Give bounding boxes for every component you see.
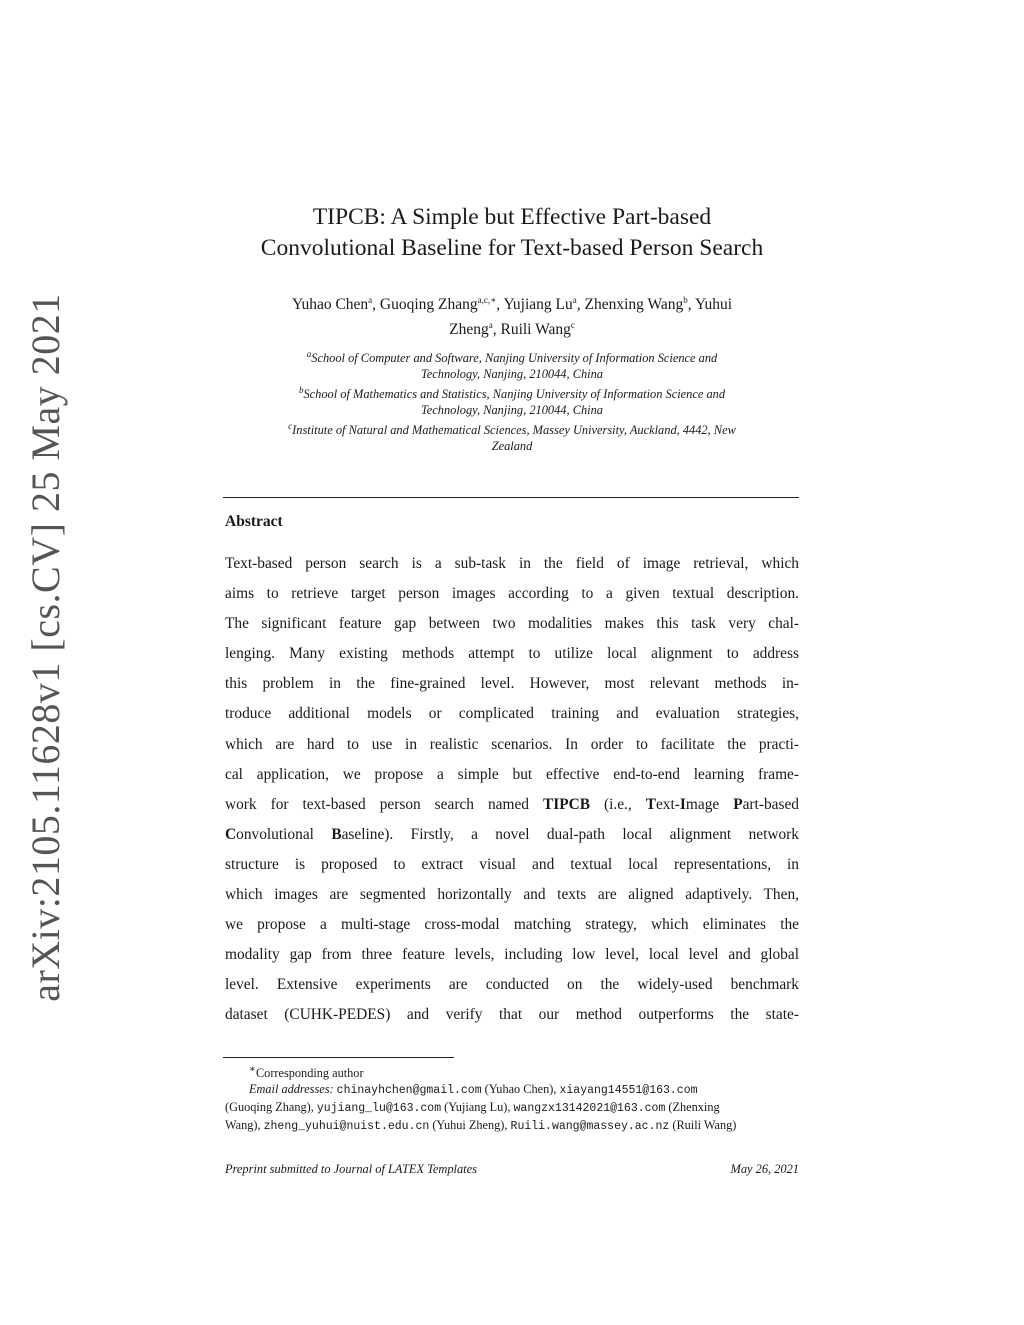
affil-mark: a [306,349,312,359]
affiliation-c-line-2: Zealand [491,439,533,454]
acronym-letter: P [733,795,743,813]
author-name: Zhenxing Wang [584,296,684,314]
arxiv-side-stamp [15,292,75,1002]
arxiv-identifier: arXiv:2105.11628v1 [cs.CV] 25 May 2021 [22,292,68,1002]
email-owner: Wang), [225,1118,264,1133]
method-name: TIPCB [542,795,590,813]
text-run: (i.e., [589,795,646,813]
abstract-heading: Abstract [225,513,283,530]
text-run: ext- [655,795,680,813]
abstract-line: we propose a multi-stage cross-modal matching strategy, which eliminates the [225,916,799,934]
abstract-line: cal application, we propose a simple but effective end-to-end learning frame- [225,765,799,783]
affiliation-text: School of Computer and Software, Nanjing University of Information Science and [311,351,718,366]
email-address[interactable]: xiayang14551@163.com [559,1084,698,1098]
abstract-line: structure is proposed to extract visual and textual local representations, in [225,855,799,873]
email-owner: (Zhenxing [665,1100,720,1115]
footnote-rule [223,1057,454,1058]
email-line-1 [225,1081,799,1099]
acronym-letter: T [645,795,656,813]
author-affil-mark: a [488,320,493,331]
footnote-mark: ∗ [249,1064,256,1075]
footnote [225,1062,799,1135]
abstract-line [225,790,799,820]
abstract-line: which images are segmented horizontally and texts are aligned adaptively. Then, [225,886,799,904]
affiliation-text: Institute of Natural and Mathematical Sciences, Massey University, Auckland, 4442, New [292,423,736,438]
affiliations [205,346,819,454]
text-run: onvolutional [236,825,332,843]
author-affil-mark: a,c,∗ [477,295,497,305]
author-affil-mark: a [572,295,577,305]
author-name: Yujiang Lu [503,296,573,314]
title-line-1: TIPCB: A Simple but Effective Part-based [312,204,712,230]
affiliation-a-line-2: Technology, Nanjing, 210044, China [421,367,603,382]
acronym-letter: I [679,795,686,813]
abstract-top-rule [223,497,799,498]
email-owner: (Ruili Wang) [669,1118,737,1133]
abstract-line: dataset (CUHK-PEDES) and verify that our method outperforms the state- [225,1006,799,1024]
affil-mark: b [298,385,304,396]
abstract-line: aims to retrieve target person images according to a given textual description. [225,585,799,603]
abstract-line: troduce additional models or complicated training and evaluation strategies, [225,705,799,723]
author-affil-mark: c [570,320,575,331]
email-line-2 [225,1099,799,1117]
abstract-line [225,820,799,850]
affiliation-b-line-1 [205,382,819,402]
affiliation-a-line-1 [205,346,819,366]
email-address[interactable]: Ruili.wang@massey.ac.nz [510,1120,670,1134]
title-line-2: Convolutional Baseline for Text-based Person Search [260,235,764,261]
abstract-line: The significant feature gap between two modalities makes this task very chal- [225,615,799,633]
email-address[interactable]: wangzx13142021@163.com [513,1102,666,1116]
author-affil-mark: b [683,295,688,305]
abstract-line: lenging. Many existing methods attempt to utilize local alignment to address [225,645,799,663]
email-owner: (Yujiang Lu), [441,1100,514,1115]
preprint-date: May 26, 2021 [730,1162,799,1176]
text-run: art-based [742,795,799,813]
email-owner: (Guoqing Zhang), [225,1100,317,1115]
text-run: work for text-based person search named [225,795,543,813]
affiliation-b-line-2: Technology, Nanjing, 210044, China [421,403,603,418]
text-run: mage [685,795,734,813]
author-line-1: Yuhao Chen$^a$, Guoqing Zhang$^{a,c,∗}$, Yujiang Lu$^a$, Zhenxing Wang$^b$, Yuhui [291,295,733,314]
abstract-line: this problem in the fine-grained level. However, most relevant methods in- [225,675,799,693]
email-address[interactable]: zheng_yuhui@nuist.edu.cn [263,1120,430,1134]
abstract-line: Text-based person search is a sub-task in the field of image retrieval, which [225,555,799,572]
paper-title [150,202,874,264]
abstract-line: modality gap from three feature levels, including low level, local level and global [225,946,799,964]
affil-mark: c [288,421,293,432]
affiliation-text: School of Mathematics and Statistics, Nanjing University of Information Science and [303,387,726,402]
author-list [180,290,844,340]
abstract-line: level. Extensive experiments are conducted on the widely-used benchmark [225,976,799,994]
abstract-body [225,549,799,1031]
email-address[interactable]: yujiang_lu@163.com [316,1102,442,1116]
acronym-letter: C [225,825,237,843]
email-label: Email addresses: [249,1082,334,1097]
preprint-note: Preprint submitted to Journal of LATEX Templates [225,1162,477,1176]
text-run: aseline). Firstly, a novel dual-path local alignment network [341,825,799,843]
author-name: Zheng [449,321,489,339]
email-owner: (Yuhao Chen), [481,1082,560,1097]
author-name: Yuhao Chen [291,296,369,314]
corresponding-author-note [225,1062,799,1081]
email-line-3 [225,1117,799,1135]
author-name: Ruili Wang [500,321,571,339]
acronym-letter: B [331,825,342,843]
email-address[interactable]: chinayhchen@gmail.com [336,1084,482,1098]
affiliation-c-line-1 [205,418,819,438]
author-line-2: Zheng$^a$, Ruili Wang$^c$ [449,320,575,339]
footnote-text: Corresponding author [255,1066,364,1081]
author-affil-mark: a [368,295,373,305]
abstract-line: which are hard to use in realistic scenarios. In order to facilitate the practi- [225,735,799,753]
author-name: Guoqing Zhang [379,296,478,314]
author-name: Yuhui [694,296,733,314]
email-owner: (Yuhui Zheng), [429,1118,511,1133]
